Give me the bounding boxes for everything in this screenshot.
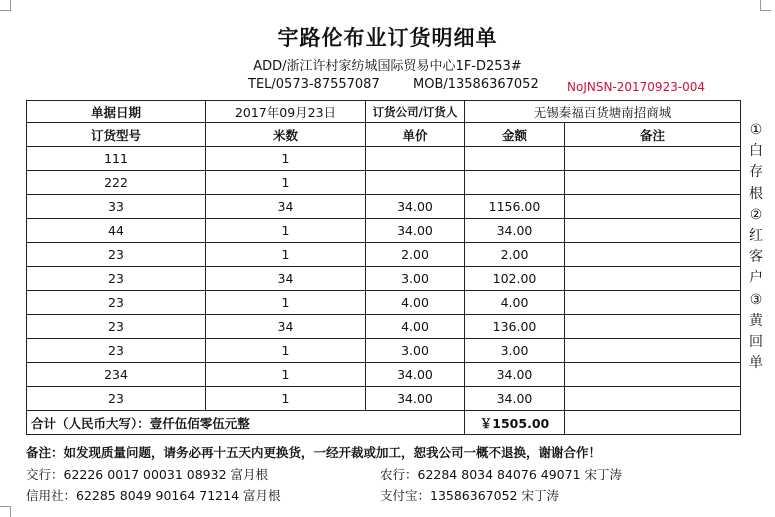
cell-model[interactable]: 23 (27, 267, 206, 291)
cell-meters[interactable]: 1 (206, 291, 366, 315)
cell-model[interactable]: 23 (27, 339, 206, 363)
table-row (27, 219, 741, 243)
order-info-row (27, 101, 741, 123)
crop-mark-bottom-left (0, 506, 11, 517)
cell-model[interactable]: 23 (27, 315, 206, 339)
copy-legend-char: 存 (749, 164, 763, 181)
cell-remark[interactable] (565, 387, 741, 411)
table-row (27, 243, 741, 267)
cell-model[interactable]: 23 (27, 291, 206, 315)
cell-price[interactable] (366, 171, 465, 195)
cell-amount[interactable]: 1156.00 (465, 195, 565, 219)
cell-remark[interactable] (565, 147, 741, 171)
cell-remark[interactable] (565, 171, 741, 195)
total-row (27, 411, 741, 435)
cell-amount[interactable] (465, 171, 565, 195)
cell-price[interactable]: 3.00 (366, 267, 465, 291)
cell-price[interactable] (366, 147, 465, 171)
cell-amount[interactable]: 4.00 (465, 291, 565, 315)
cell-model[interactable]: 23 (27, 243, 206, 267)
cell-amount[interactable]: 2.00 (465, 243, 565, 267)
copy-legend-char: 红 (749, 228, 763, 245)
customer-label: 订货公司/订货人 (366, 101, 465, 123)
order-table (26, 100, 741, 435)
col-header-price: 单价 (366, 123, 465, 147)
cell-amount[interactable]: 34.00 (465, 219, 565, 243)
column-header-row (27, 123, 741, 147)
date-label: 单据日期 (27, 101, 206, 123)
company-tel: TEL/0573-87557087 (248, 77, 380, 92)
col-header-amount: 金额 (465, 123, 565, 147)
col-header-model: 订货型号 (27, 123, 206, 147)
table-row (27, 171, 741, 195)
footer-note: 备注：如发现质量问题，请务必再十五天内更换货，一经开裁或加工，恕我公司一概不退换，谢谢合作！ (26, 445, 602, 460)
col-header-remark: 备注 (565, 123, 741, 147)
total-label: 合计（人民币大写）：壹仟伍佰零伍元整 (27, 411, 465, 435)
cell-amount[interactable]: 3.00 (465, 339, 565, 363)
crop-mark-top-left (0, 0, 11, 11)
cell-price[interactable]: 34.00 (366, 219, 465, 243)
cell-model[interactable]: 222 (27, 171, 206, 195)
cell-meters[interactable]: 1 (206, 171, 366, 195)
cell-meters[interactable]: 1 (206, 387, 366, 411)
total-amount: ￥1505.00 (465, 411, 565, 435)
table-row (27, 291, 741, 315)
cell-meters[interactable]: 1 (206, 243, 366, 267)
document-title: 宇路伦布业订货明细单 (277, 26, 498, 50)
cell-model[interactable]: 33 (27, 195, 206, 219)
table-row (27, 267, 741, 291)
cell-model[interactable]: 44 (27, 219, 206, 243)
crop-mark-top-right (760, 0, 771, 11)
copy-legend-char: 单 (749, 355, 763, 372)
cell-price[interactable]: 4.00 (366, 291, 465, 315)
cell-price[interactable]: 34.00 (366, 363, 465, 387)
cell-amount[interactable]: 34.00 (465, 363, 565, 387)
cell-price[interactable]: 2.00 (366, 243, 465, 267)
copy-legend-char: 白 (749, 143, 763, 160)
copy-legend-char: 根 (749, 185, 763, 202)
cell-model[interactable]: 234 (27, 363, 206, 387)
cell-remark[interactable] (565, 315, 741, 339)
cell-amount[interactable] (465, 147, 565, 171)
cell-remark[interactable] (565, 267, 741, 291)
cell-price[interactable]: 34.00 (366, 387, 465, 411)
cell-remark[interactable] (565, 219, 741, 243)
copy-legend-char: ② (749, 206, 763, 223)
cell-amount[interactable]: 136.00 (465, 315, 565, 339)
cell-remark[interactable] (565, 195, 741, 219)
col-header-meters: 米数 (206, 123, 366, 147)
date-value[interactable]: 2017年09月23日 (206, 101, 366, 123)
bank-account-bocom: 交行：62226 0017 00031 08932 富月根 (26, 467, 268, 482)
company-mobile: MOB/13586367052 (413, 77, 539, 92)
cell-model[interactable]: 23 (27, 387, 206, 411)
table-row (27, 147, 741, 171)
cell-amount[interactable]: 102.00 (465, 267, 565, 291)
copy-legend (746, 120, 766, 374)
cell-meters[interactable]: 34 (206, 315, 366, 339)
cell-price[interactable]: 3.00 (366, 339, 465, 363)
copy-legend-char: ③ (749, 291, 763, 308)
customer-value[interactable]: 无锡秦福百货塘南招商城 (465, 101, 741, 123)
cell-remark[interactable] (565, 339, 741, 363)
bank-account-credit-union: 信用社：62285 8049 90164 71214 富月根 (26, 488, 281, 503)
copy-legend-char: 户 (749, 270, 763, 287)
total-remark (565, 411, 741, 435)
cell-meters[interactable]: 1 (206, 339, 366, 363)
table-row (27, 195, 741, 219)
copy-legend-char: 回 (749, 334, 763, 351)
cell-meters[interactable]: 1 (206, 219, 366, 243)
cell-meters[interactable]: 34 (206, 267, 366, 291)
cell-meters[interactable]: 34 (206, 195, 366, 219)
cell-remark[interactable] (565, 243, 741, 267)
bank-account-abc: 农行：62284 8034 84076 49071 宋丁涛 (380, 467, 622, 482)
copy-legend-char: 客 (749, 249, 763, 266)
table-row (27, 363, 741, 387)
cell-remark[interactable] (565, 363, 741, 387)
cell-remark[interactable] (565, 291, 741, 315)
cell-model[interactable]: 111 (27, 147, 206, 171)
copy-legend-char: 黄 (749, 312, 763, 329)
table-row (27, 339, 741, 363)
cell-price[interactable]: 34.00 (366, 195, 465, 219)
copy-legend-char: ① (749, 122, 763, 138)
table-row (27, 315, 741, 339)
order-number: NoJNSN-20170923-004 (567, 80, 706, 94)
alipay-account: 支付宝：13586367052 宋丁涛 (380, 488, 559, 503)
cell-amount[interactable]: 34.00 (465, 387, 565, 411)
cell-price[interactable]: 4.00 (366, 315, 465, 339)
table-row (27, 387, 741, 411)
company-address: ADD/浙江许村家纺城国际贸易中心1F-D253# (253, 59, 522, 74)
cell-meters[interactable]: 1 (206, 363, 366, 387)
cell-meters[interactable]: 1 (206, 147, 366, 171)
